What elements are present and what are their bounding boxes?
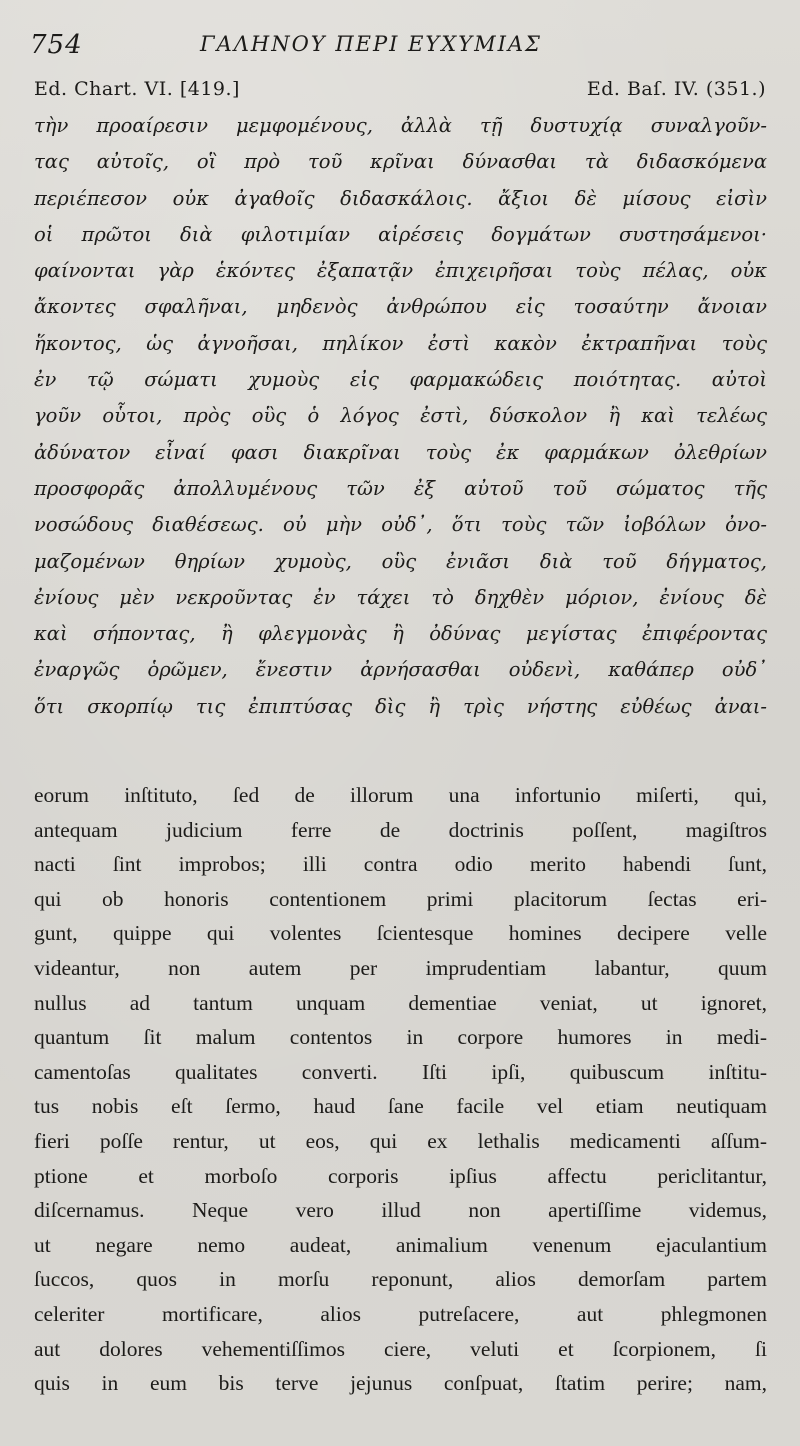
greek-line: ἐνίους μὲν νεκροῦντας ἐν τάχει τὸ δηχθὲν μόριον, ἐνίους δὲ [34,585,767,609]
latin-line: ſuccos, quos in morſu reponunt, alios demorſam partem [34,1267,767,1292]
running-title: ΓΑΛΗΝΟΥ ΠΕΡΙ ΕΥΧΥΜΙΑΣ [200,32,542,56]
latin-line: nullus ad tantum unquam dementiae veniat, ut ignoret, [34,990,767,1015]
latin-line: celeriter mortificare, alios putreſacere, aut phlegmonen [34,1301,767,1326]
greek-line: μαζομένων θηρίων χυμοὺς, οὓς ἐνιᾶσι διὰ τοῦ δήγματος, [34,549,767,573]
greek-line: ἥκοντος, ὡς ἀγνοῆσαι, πηλίκον ἐστὶ κακὸν ἐκτραπῆναι τοὺς [34,331,767,355]
greek-line: ἀδύνατον εἶναί φασι διακρῖναι τοὺς ἐκ φαρμάκων ὀλεθρίων [34,440,767,464]
page-header [30,30,776,64]
latin-text-block [34,778,767,1401]
latin-line: aut dolores vehementiſſimos ciere, veluti et ſcorpionem, ſi [34,1336,767,1361]
latin-line: antequam judicium ferre de doctrinis poſſent, magiſtros [34,817,767,842]
latin-line: ptione et morboſo corporis ipſius affectu periclitantur, [34,1163,767,1188]
latin-line: fieri poſſe rentur, ut eos, qui ex lethalis medicamenti aſſum- [34,1128,767,1153]
edition-basel: Ed. Baſ. IV. (351.) [586,78,766,100]
latin-line: camentoſas qualitates converti. Iſti ipſi, quibuscum inſtitu- [34,1059,767,1084]
greek-line: καὶ σήποντας, ἢ φλεγμονὰς ἢ ὀδύνας μεγίστας ἐπιφέροντας [34,622,767,646]
latin-line: videantur, non autem per imprudentiam labantur, quum [34,955,767,980]
greek-line: τὴν προαίρεσιν μεμφομένους, ἀλλὰ τῇ δυστυχίᾳ συναλγοῦν- [34,114,767,137]
greek-line: νοσώδους διαθέσεως. οὐ μὴν οὐδ᾽, ὅτι τοὺς τῶν ἰοβόλων ὀνο- [34,513,767,537]
latin-line: ut negare nemo audeat, animalium venenum ejaculantium [34,1232,767,1257]
edition-chartier: Ed. Chart. VI. [419.] [34,78,240,100]
greek-line: φαίνονται γὰρ ἑκόντες ἐξαπατᾷν ἐπιχειρῆσαι τοὺς πέλας, οὐκ [34,259,767,283]
latin-line: gunt, quippe qui volentes ſcientesque homines decipere velle [34,921,767,946]
latin-line: quantum ſit malum contentos in corpore humores in medi- [34,1025,767,1050]
latin-line: tus nobis eſt ſermo, haud ſane facile vel etiam neutiquam [34,1094,767,1119]
page-number: 754 [30,30,83,60]
greek-line: γοῦν οὗτοι, πρὸς οὓς ὁ λόγος ἐστὶ, δύσκολον ἢ καὶ τελέως [34,404,767,428]
greek-text-block [34,108,767,725]
greek-line: τας αὐτοῖς, οἳ πρὸ τοῦ κρῖναι δύνασθαι τὰ διδασκόμενα [34,150,767,174]
greek-line: ὅτι σκορπίῳ τις ἐπιπτύσας δὶς ἢ τρὶς νήστης εὐθέως ἀναι- [34,694,767,718]
latin-line: diſcernamus. Neque vero illud non apertiſſime videmus, [34,1198,767,1223]
greek-line: ἐν τῷ σώματι χυμοὺς εἰς φαρμακώδεις ποιότητας. αὐτοὶ [34,368,767,392]
latin-line: quis in eum bis terve jejunus conſpuat, ſtatim perire; nam, [34,1371,767,1396]
latin-line: nacti ſint improbos; illi contra odio merito habendi ſunt, [34,852,767,877]
greek-line: οἱ πρῶτοι διὰ φιλοτιμίαν αἱρέσεις δογμάτων συστησάμενοι· [34,222,767,246]
greek-line: προσφορᾶς ἀπολλυμένους τῶν ἐξ αὐτοῦ τοῦ σώματος τῆς [34,476,767,500]
greek-line: ἄκοντες σφαλῆναι, μηδενὸς ἀνθρώπου εἰς τοσαύτην ἄνοιαν [34,295,767,319]
edition-references [34,78,766,108]
greek-line: περιέπεσον οὐκ ἀγαθοῖς διδασκάλοις. ἄξιοι δὲ μίσους εἰσὶν [34,186,767,210]
greek-line: ἐναργῶς ὁρῶμεν, ἔνεστιν ἀρνήσασθαι οὐδενὶ, καθάπερ οὐδ᾽ [34,658,767,682]
latin-line: eorum inſtituto, ſed de illorum una infortunio miſerti, qui, [34,783,767,807]
latin-line: qui ob honoris contentionem primi placitorum ſectas eri- [34,886,767,911]
